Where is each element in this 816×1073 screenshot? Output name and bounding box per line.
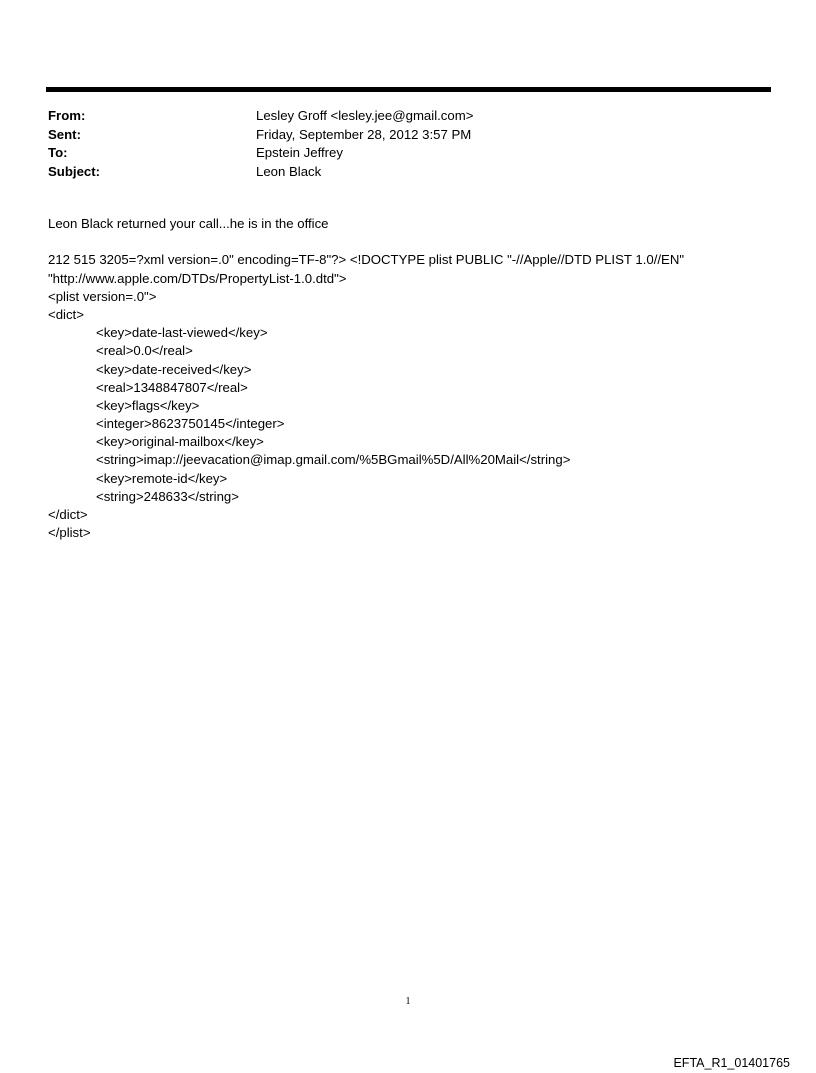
plist-line: 212 515 3205=?xml version=.0" encoding=TF-8"?> <!DOCTYPE plist PUBLIC "-//Apple//DTD PLIST 1.0//EN": [48, 252, 685, 268]
from-label: From:: [48, 108, 86, 123]
paragraph-gap: [48, 233, 684, 251]
plist-line: <dict>: [48, 306, 84, 322]
email-headers: [48, 107, 473, 181]
header-divider: [46, 87, 771, 92]
dict-entry: <key>flags</key>: [96, 397, 200, 413]
dict-entry: <key>original-mailbox</key>: [96, 434, 264, 450]
dict-entry: <string>248633</string>: [96, 488, 239, 504]
dict-entry: <integer>8623750145</integer>: [96, 416, 285, 432]
plist-closing-line: </dict>: [48, 507, 88, 522]
message-text: Leon Black returned your call...he is in the office: [48, 216, 329, 231]
from-value: Lesley Groff <lesley.jee@gmail.com>: [256, 108, 474, 123]
to-value: Epstein Jeffrey: [256, 145, 343, 160]
subject-label: Subject:: [48, 163, 101, 179]
page-number: 1: [405, 996, 411, 1007]
dict-entry: <real>1348847807</real>: [96, 379, 248, 395]
email-body: [48, 215, 684, 542]
sent-label: Sent:: [48, 126, 81, 142]
document-id: EFTA_R1_01401765: [673, 1056, 790, 1070]
plist-line: "http://www.apple.com/DTDs/PropertyList-1.0.dtd">: [48, 270, 347, 286]
plist-line: <plist version=.0">: [48, 288, 157, 304]
dict-entry: <key>remote-id</key>: [96, 470, 228, 486]
subject-value: Leon Black: [256, 163, 322, 179]
dict-entry: <key>date-last-viewed</key>: [96, 325, 268, 341]
plist-closing-line: </plist>: [48, 525, 91, 541]
to-label: To:: [48, 145, 68, 160]
header-to: [48, 144, 473, 163]
dict-entry: <string>imap://jeevacation@imap.gmail.com/%5BGmail%5D/All%20Mail</string>: [96, 452, 571, 468]
sent-value: Friday, September 28, 2012 3:57 PM: [256, 126, 472, 142]
dict-entry: <real>0.0</real>: [96, 343, 193, 359]
header-from: [48, 107, 473, 126]
header-sent: [48, 126, 473, 145]
dict-entry: <key>date-received</key>: [96, 361, 252, 377]
header-subject: [48, 163, 473, 182]
